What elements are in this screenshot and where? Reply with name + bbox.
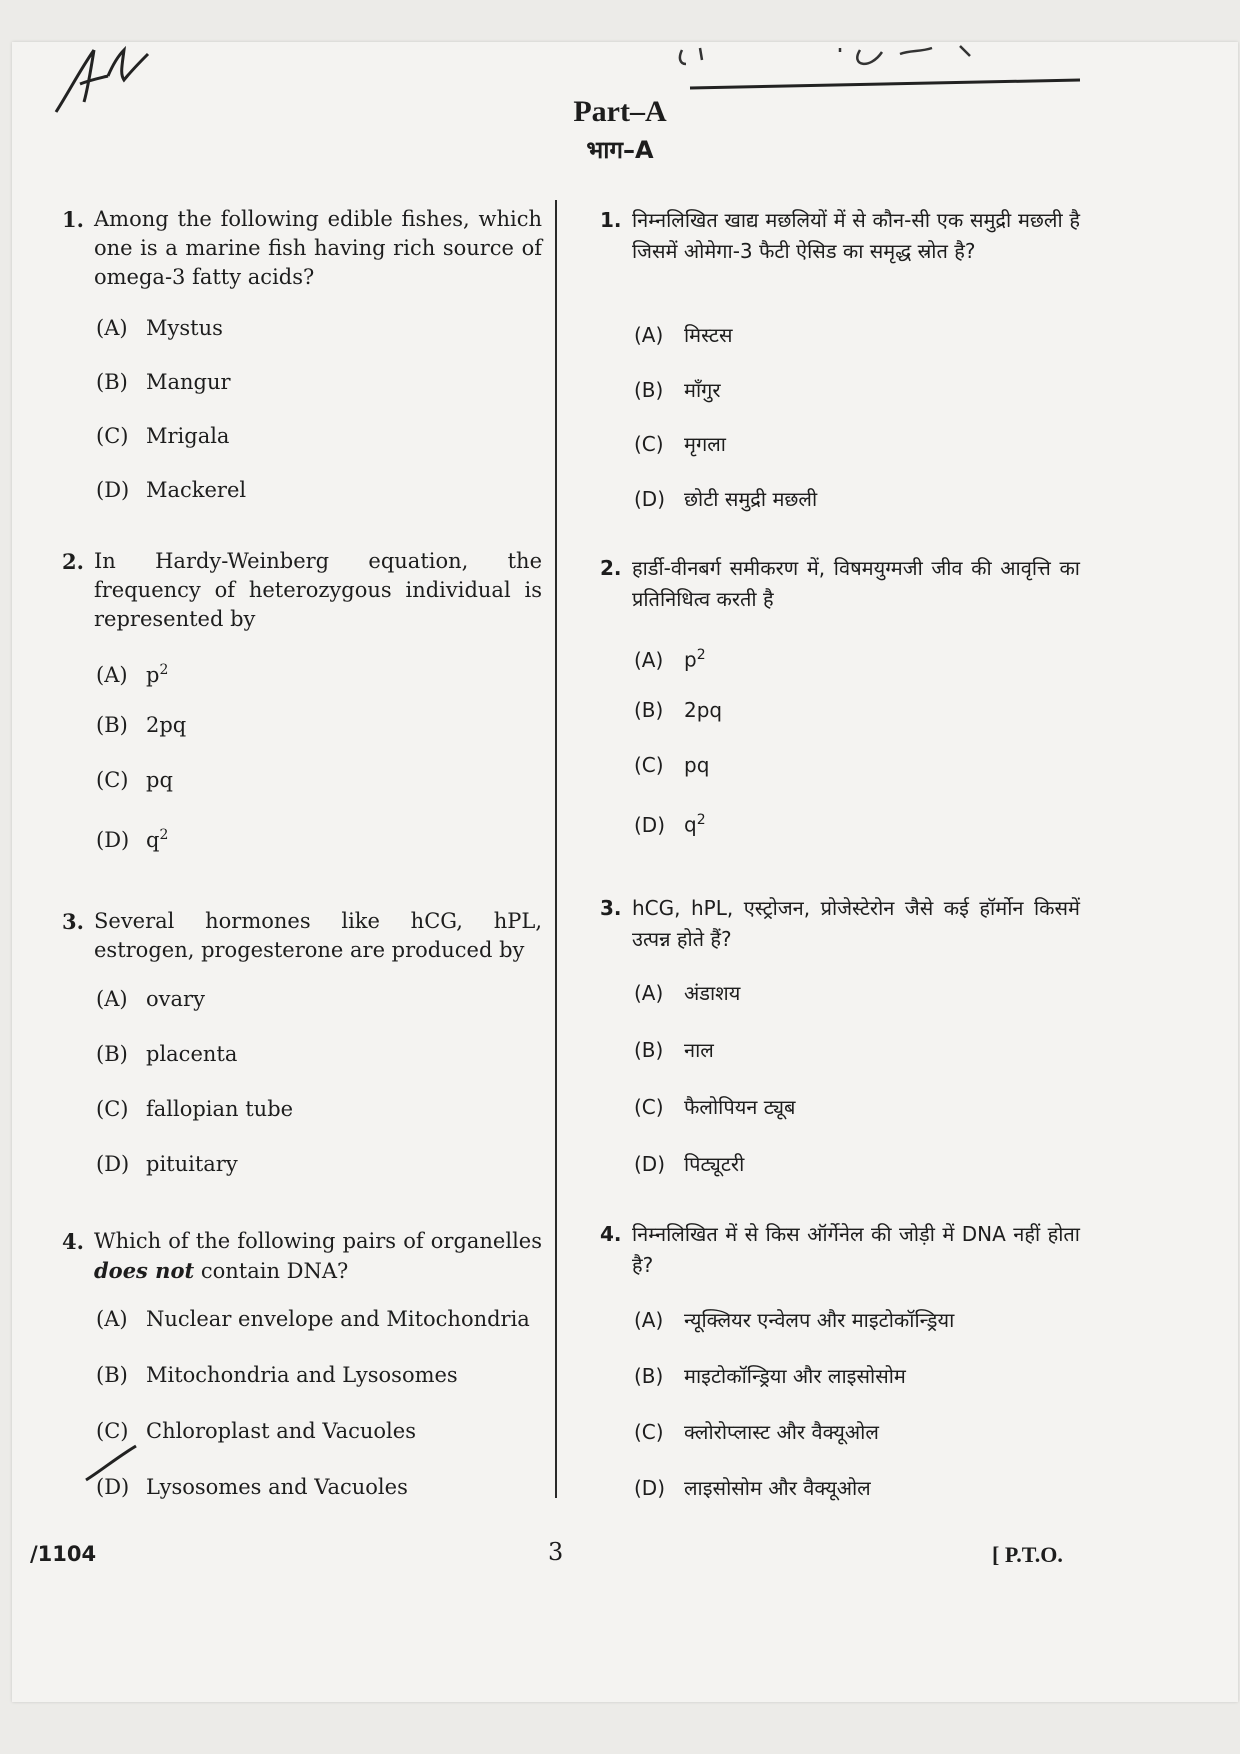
option[interactable]: (A) Mystus	[96, 316, 223, 340]
option[interactable]: (A) न्यूक्लियर एन्वेलप और माइटोकॉन्ड्रिया	[634, 1308, 955, 1332]
option[interactable]: (B) 2pq	[634, 698, 723, 722]
question-4-hindi	[600, 1219, 1080, 1281]
option[interactable]: (B) Mangur	[96, 370, 231, 394]
column-divider	[555, 200, 557, 1498]
part-title: Part–A	[573, 95, 667, 128]
option[interactable]: (D) छोटी समुद्री मछली	[634, 487, 818, 511]
option[interactable]: (A) $p^2$	[634, 647, 706, 672]
question-number: 1.	[62, 207, 84, 232]
option[interactable]: (B) Mitochondria and Lysosomes	[96, 1363, 458, 1387]
option[interactable]: (C) मृगला	[634, 432, 726, 456]
question-4	[62, 1227, 542, 1286]
question-1	[62, 205, 542, 292]
option[interactable]: (B) माइटोकॉन्ड्रिया और लाइसोसोम	[634, 1364, 906, 1388]
question-text: Among the following edible fishes, which one is a marine fish having rich source of omega-3 fatty acids?	[94, 207, 542, 289]
question-2	[62, 547, 542, 634]
question-text: In Hardy-Weinberg equation, the frequency of heterozygous individual is represented by	[94, 549, 542, 631]
part-title-hindi: भाग–A	[586, 136, 654, 164]
page-number: 3	[548, 1538, 564, 1566]
question-text: निम्नलिखित में से किस ऑर्गेनेल की जोड़ी में DNA नहीं होता है?	[632, 1222, 1080, 1277]
question-3	[62, 907, 542, 965]
option[interactable]: (C) fallopian tube	[96, 1097, 294, 1121]
option[interactable]: (D) $q^2$	[634, 812, 706, 837]
question-text: Several hormones like hCG, hPL, estrogen, progesterone are produced by	[94, 909, 542, 962]
option[interactable]: (A) ovary	[96, 987, 205, 1011]
booklet-code: /1104	[30, 1542, 97, 1566]
question-number: 2.	[600, 556, 622, 580]
option[interactable]: (D) pituitary	[96, 1152, 238, 1176]
question-number: 1.	[600, 208, 622, 232]
option[interactable]: (B) placenta	[96, 1042, 238, 1066]
option[interactable]: (A) मिस्टस	[634, 323, 733, 347]
question-text: hCG, hPL, एस्ट्रोजन, प्रोजेस्टेरोन जैसे कई हॉर्मोन किसमें उत्पन्न होते हैं?	[632, 896, 1080, 951]
option[interactable]: (D) $q^2$	[96, 827, 169, 852]
option[interactable]: (C) Chloroplast and Vacuoles	[96, 1419, 416, 1443]
option[interactable]: (B) नाल	[634, 1038, 714, 1062]
option[interactable]: (C) pq	[634, 753, 710, 777]
question-3-hindi	[600, 893, 1080, 955]
option[interactable]: (C) क्लोरोप्लास्ट और वैक्यूओल	[634, 1420, 879, 1444]
question-text: निम्नलिखित खाद्य मछलियों में से कौन-सी एक समुद्री मछली है जिसमें ओमेगा-3 फैटी ऐसिड का समृद्ध स्रोत है?	[632, 208, 1080, 263]
option[interactable]: (D) पिट्यूटरी	[634, 1152, 745, 1176]
question-2-hindi	[600, 553, 1080, 615]
question-1-hindi	[600, 205, 1080, 267]
option[interactable]: (A) अंडाशय	[634, 981, 741, 1005]
option[interactable]: (A) Nuclear envelope and Mitochondria	[96, 1307, 530, 1331]
option[interactable]: (D) Lysosomes and Vacuoles	[96, 1475, 408, 1499]
option[interactable]: (A) $p^2$	[96, 662, 169, 687]
question-number: 3.	[600, 896, 622, 920]
option[interactable]: (D) Mackerel	[96, 478, 247, 502]
option[interactable]: (B) माँगुर	[634, 378, 721, 402]
option[interactable]: (C) pq	[96, 768, 173, 792]
option[interactable]: (C) Mrigala	[96, 424, 230, 448]
option[interactable]: (C) फैलोपियन ट्यूब	[634, 1095, 796, 1119]
handwritten-scribble-top	[670, 40, 1090, 95]
option[interactable]: (B) 2pq	[96, 713, 187, 737]
question-text: Which of the following pairs of organelles does not contain DNA?	[94, 1229, 542, 1283]
please-turn-over: [ P.T.O.	[992, 1542, 1063, 1567]
question-number: 4.	[62, 1229, 84, 1254]
question-number: 4.	[600, 1222, 622, 1246]
question-number: 2.	[62, 549, 84, 574]
question-number: 3.	[62, 909, 84, 934]
option[interactable]: (D) लाइसोसोम और वैक्यूओल	[634, 1476, 871, 1500]
question-text: हार्डी-वीनबर्ग समीकरण में, विषमयुग्मजी जीव की आवृत्ति का प्रतिनिधित्व करती है	[632, 556, 1080, 611]
